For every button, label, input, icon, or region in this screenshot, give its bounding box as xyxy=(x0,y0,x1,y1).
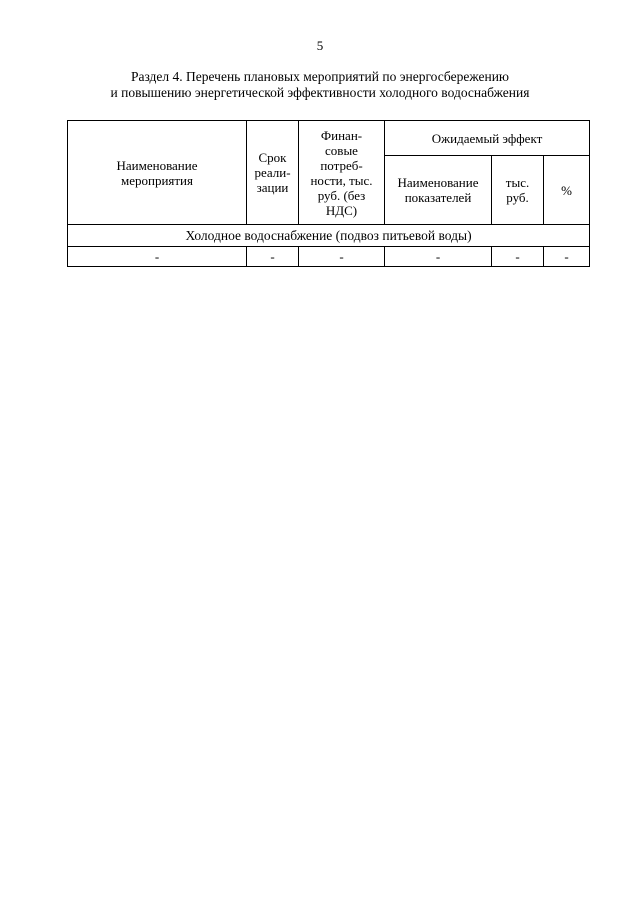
header-finance: Финан- совые потреб- ности, тыс. руб. (без НДС) xyxy=(299,121,385,225)
header-percent: % xyxy=(544,156,590,225)
header-term: Срок реали- зации xyxy=(247,121,299,225)
table-row xyxy=(68,247,590,267)
measures-table xyxy=(67,120,590,267)
cell-thousand-rub: - xyxy=(492,247,544,267)
section-title-line-2: и повышению энергетической эффективности холодного водоснабжения xyxy=(110,85,530,100)
header-indicator-name: Наименование показателей xyxy=(385,156,492,225)
header-thousand-rub: тыс. руб. xyxy=(492,156,544,225)
cell-measure-name: - xyxy=(68,247,247,267)
section-title xyxy=(60,69,580,101)
cell-percent: - xyxy=(544,247,590,267)
page-number: 5 xyxy=(316,38,324,53)
cell-indicator-name: - xyxy=(385,247,492,267)
header-measure-name: Наименование мероприятия xyxy=(68,121,247,225)
section-title-line-1: Раздел 4. Перечень плановых мероприятий по энергосбережению xyxy=(130,69,510,84)
header-expected-effect: Ожидаемый эффект xyxy=(385,121,590,156)
cell-term: - xyxy=(247,247,299,267)
group-title-cold-water: Холодное водоснабжение (подвоз питьевой воды) xyxy=(68,225,590,247)
cell-finance: - xyxy=(299,247,385,267)
